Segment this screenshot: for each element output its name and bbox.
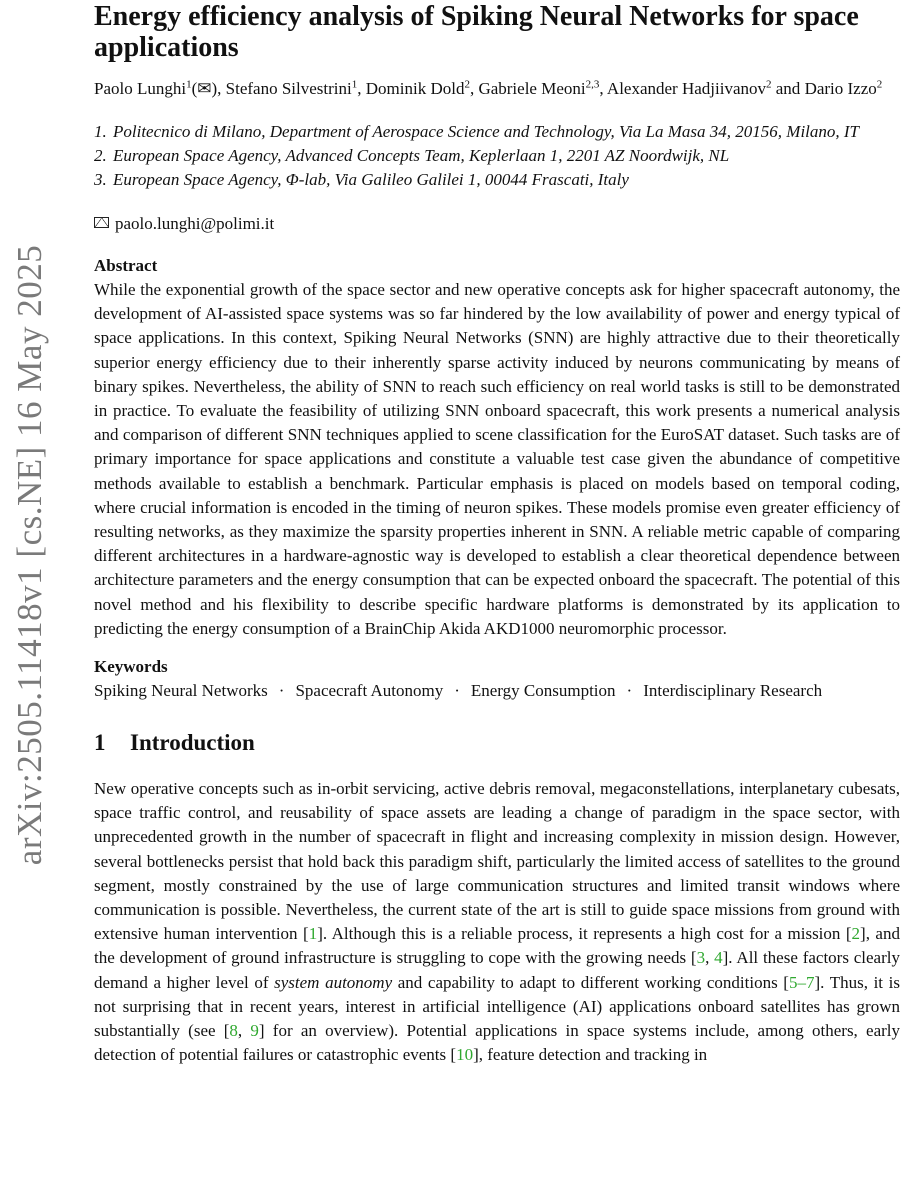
envelope-icon bbox=[94, 217, 109, 228]
body-text: , bbox=[705, 948, 715, 968]
contact-email bbox=[94, 212, 900, 236]
author-affiliation-mark: 2 bbox=[876, 78, 883, 91]
author-conjunction: and bbox=[775, 79, 801, 98]
citation-link[interactable]: 4 bbox=[714, 948, 723, 968]
author-list: Paolo Lunghi$^1$(✉), Stefano Silvestrini$^1$, Dominik Dold$^2$, Gabriele Meoni$^{2,3}$, Alexander Hadjiivanov$^2$ and Dario Izzo$^2$ bbox=[94, 78, 883, 98]
affiliations bbox=[94, 120, 900, 192]
body-text: ], feature detection and tracking in bbox=[473, 1045, 708, 1065]
keywords-list bbox=[94, 679, 900, 703]
citation-link[interactable]: 5–7 bbox=[788, 972, 815, 992]
keywords-heading: Keywords bbox=[94, 657, 168, 677]
keyword: Spacecraft Autonomy bbox=[295, 681, 444, 701]
affiliation-2 bbox=[94, 144, 900, 168]
body-text: , bbox=[237, 1021, 251, 1041]
keyword: Interdisciplinary Research bbox=[643, 681, 823, 701]
author-name: Alexander Hadjiivanov bbox=[606, 79, 767, 98]
author-affiliation-mark: 2,3 bbox=[585, 78, 600, 91]
citation-link[interactable]: 10 bbox=[456, 1045, 474, 1065]
affiliation-number: 3. bbox=[94, 170, 107, 189]
citation-link[interactable]: 1 bbox=[308, 924, 318, 944]
citation-link[interactable]: 9 bbox=[250, 1021, 259, 1041]
author-name: Stefano Silvestrini bbox=[225, 79, 352, 98]
affiliation-text: Politecnico di Milano, Department of Aerospace Science and Technology, Via La Masa 34, 20156, Milano, IT bbox=[113, 122, 860, 141]
affiliation-number: 2. bbox=[94, 146, 107, 165]
keyword: Energy Consumption bbox=[470, 681, 616, 701]
keyword-separator: · bbox=[454, 681, 460, 701]
email-address[interactable]: paolo.lunghi@polimi.it bbox=[115, 214, 275, 233]
author-affiliation-mark: 1 bbox=[186, 78, 192, 91]
affiliation-text: European Space Agency, Φ-lab, Via Galileo Galilei 1, 00044 Frascati, Italy bbox=[113, 170, 629, 189]
author-name: Gabriele Meoni bbox=[478, 79, 586, 98]
affiliation-1 bbox=[94, 120, 900, 144]
author-affiliation-mark: 2 bbox=[766, 78, 772, 91]
author-name: Paolo Lunghi bbox=[94, 79, 187, 98]
affiliation-3 bbox=[94, 168, 900, 192]
section-number: 1 bbox=[94, 730, 106, 756]
body-text: ]. All these factors clearly demand a higher level of bbox=[94, 948, 900, 992]
paper-title: Energy efficiency analysis of Spiking Neural Networks for space applications bbox=[94, 1, 859, 63]
author-affiliation-mark: 2 bbox=[464, 78, 470, 91]
abstract-body: While the exponential growth of the space sector and new operative concepts ask for higher spacecraft autonomy, the development of AI-assisted space systems was so far hindered by the low availability of power and energy typical of space applications. In this context, Spiking Neural Networks (SNN) are highly attractive due to their theoretically superior energy efficiency due to their inherently sparse activity induced by neurons communicating by means of binary spikes. Nevertheless, the ability of SNN to reach such efficiency on real world tasks is still to be demonstrated in practice. To evaluate the feasibility of utilizing SNN onboard spacecraft, this work presents a numerical analysis and comparison of different SNN techniques applied to scene classification for the EuroSAT dataset. Such tasks are of primary importance for space applications and constitute a valuable test case given the abundance of competitive methods available to establish a benchmark. Particular emphasis is placed on models based on temporal coding, where crucial information is encoded in the timing of neuron spikes. These models promise even greater efficiency of resulting networks, as they maximize the sparsity properties inherent in SNN. A reliable metric capable of comparing different architectures in a hardware-agnostic way is developed to establish a clear theoretical dependence between architecture parameters and the energy consumption that can be expected onboard the spacecraft. The potential of this novel method and his flexibility to describe specific hardware platforms is demonstrated by its application to predicting the energy consumption of a BrainChip Akida AKD1000 neuromorphic processor. bbox=[94, 280, 900, 638]
author-affiliation-mark: 1 bbox=[351, 78, 358, 91]
body-text: ], and the development of ground infrastructure is struggling to cope with the growing needs [ bbox=[94, 924, 900, 968]
body-text: ]. Thus, it is not surprising that in recent years, interest in artificial intelligence (AI) applications onboard satellites has grown substantially (see [ bbox=[94, 972, 900, 1041]
arxiv-identifier: arXiv:2505.11418v1 [cs.NE] 16 May 2025 bbox=[10, 244, 49, 866]
arxiv-sidebar bbox=[0, 0, 60, 1200]
citation-link[interactable]: 2 bbox=[851, 924, 861, 944]
section-heading-introduction bbox=[94, 728, 900, 758]
author-name: Dario Izzo bbox=[804, 79, 877, 98]
keyword-separator: · bbox=[278, 681, 285, 701]
emphasis-text: system autonomy bbox=[274, 972, 393, 992]
abstract-heading: Abstract bbox=[94, 256, 158, 275]
author-name: Dominik Dold bbox=[365, 79, 465, 98]
affiliation-text: European Space Agency, Advanced Concepts Team, Keplerlaan 1, 2201 AZ Noordwijk, NL bbox=[113, 146, 730, 165]
corresponding-author-mark: (✉) bbox=[191, 79, 218, 98]
affiliation-number: 1. bbox=[94, 122, 107, 141]
body-text: ] for an overview). Potential applications in space systems include, among others, early detection of potential failures or catastrophic events [ bbox=[94, 1021, 901, 1065]
introduction-body bbox=[94, 777, 900, 1067]
citation-link[interactable]: 3 bbox=[696, 948, 706, 968]
keyword: Spiking Neural Networks bbox=[94, 681, 268, 701]
citation-link[interactable]: 8 bbox=[229, 1021, 238, 1041]
section-title: Introduction bbox=[130, 730, 255, 756]
paper-page bbox=[94, 0, 900, 1067]
body-text: New operative concepts such as in-orbit servicing, active debris removal, megaconstellations, interplanetary cubesats, space traffic control, and reusability of space assets are leading a change of paradigm in the space sector, with unprecedented growth in the number of spacecraft in flight and increasing complexity in mission design. However, several bottlenecks persist that hold back this paradigm shift, particularly the limited access of satellites to the ground segment, mostly constrained by the use of large communication structures and limited transit windows where communication is possible. Nevertheless, the current state of the art is still to guide space missions from ground with extensive human intervention [ bbox=[94, 779, 900, 944]
body-text: and capability to adapt to different working conditions [ bbox=[392, 972, 789, 992]
body-text: ]. Although this is a reliable process, it represents a high cost for a mission [ bbox=[317, 924, 852, 944]
keyword-separator: · bbox=[626, 681, 633, 701]
